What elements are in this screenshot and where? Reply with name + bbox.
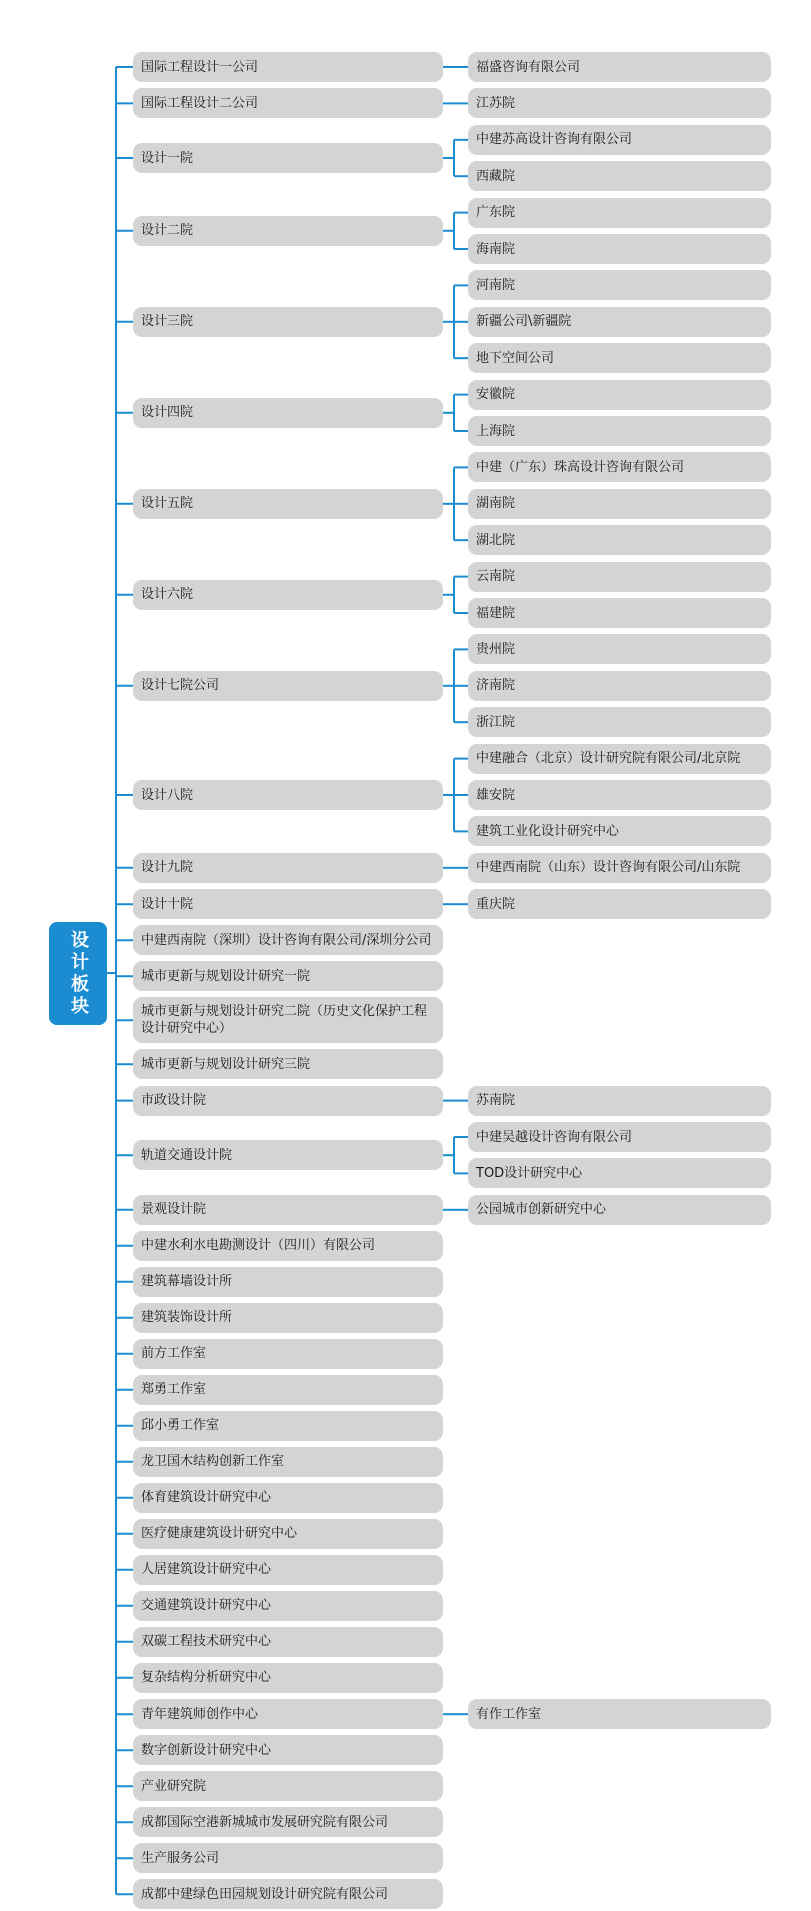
unit-node: 建筑幕墙设计所 — [133, 1267, 443, 1297]
unit-node: 复杂结构分析研究中心 — [133, 1663, 443, 1693]
unit-node: 设计三院 — [133, 307, 443, 337]
unit-node: 中建西南院（深圳）设计咨询有限公司/深圳分公司 — [133, 925, 443, 955]
subunit-node: 有作工作室 — [468, 1699, 771, 1729]
subunit-node: 湖南院 — [468, 489, 771, 519]
subunit-node: 中建吴越设计咨询有限公司 — [468, 1122, 771, 1152]
unit-node: 城市更新与规划设计研究一院 — [133, 961, 443, 991]
unit-node: 国际工程设计一公司 — [133, 52, 443, 82]
unit-node: 城市更新与规划设计研究二院（历史文化保护工程设计研究中心） — [133, 997, 443, 1043]
subunit-node: 建筑工业化设计研究中心 — [468, 816, 771, 846]
subunit-node: 苏南院 — [468, 1086, 771, 1116]
unit-node: 设计一院 — [133, 143, 443, 173]
unit-node: 景观设计院 — [133, 1195, 443, 1225]
unit-node: 体育建筑设计研究中心 — [133, 1483, 443, 1513]
subunit-node: TOD设计研究中心 — [468, 1158, 771, 1188]
subunit-node: 中建西南院（山东）设计咨询有限公司/山东院 — [468, 853, 771, 883]
unit-node: 设计十院 — [133, 889, 443, 919]
unit-node: 设计六院 — [133, 580, 443, 610]
subunit-node: 上海院 — [468, 416, 771, 446]
unit-node: 国际工程设计二公司 — [133, 88, 443, 118]
unit-node: 前方工作室 — [133, 1339, 443, 1369]
unit-node: 市政设计院 — [133, 1086, 443, 1116]
unit-node: 轨道交通设计院 — [133, 1140, 443, 1170]
subunit-node: 浙江院 — [468, 707, 771, 737]
unit-node: 设计七院公司 — [133, 671, 443, 701]
unit-node: 人居建筑设计研究中心 — [133, 1555, 443, 1585]
unit-node: 双碳工程技术研究中心 — [133, 1627, 443, 1657]
root-node: 设计板块 — [49, 922, 107, 1025]
subunit-node: 公园城市创新研究中心 — [468, 1195, 771, 1225]
subunit-node: 中建（广东）珠高设计咨询有限公司 — [468, 452, 771, 482]
unit-node: 中建水利水电勘测设计（四川）有限公司 — [133, 1231, 443, 1261]
unit-node: 设计九院 — [133, 853, 443, 883]
subunit-node: 西藏院 — [468, 161, 771, 191]
subunit-node: 中建苏高设计咨询有限公司 — [468, 125, 771, 155]
subunit-node: 安徽院 — [468, 380, 771, 410]
subunit-node: 河南院 — [468, 270, 771, 300]
unit-node: 建筑装饰设计所 — [133, 1303, 443, 1333]
subunit-node: 福建院 — [468, 598, 771, 628]
unit-node: 数字创新设计研究中心 — [133, 1735, 443, 1765]
subunit-node: 重庆院 — [468, 889, 771, 919]
subunit-node: 江苏院 — [468, 88, 771, 118]
unit-node: 设计二院 — [133, 216, 443, 246]
subunit-node: 济南院 — [468, 671, 771, 701]
subunit-node: 湖北院 — [468, 525, 771, 555]
unit-node: 医疗健康建筑设计研究中心 — [133, 1519, 443, 1549]
unit-node: 设计八院 — [133, 780, 443, 810]
subunit-node: 海南院 — [468, 234, 771, 264]
unit-node: 设计五院 — [133, 489, 443, 519]
unit-node: 成都中建绿色田园规划设计研究院有限公司 — [133, 1879, 443, 1909]
unit-node: 城市更新与规划设计研究三院 — [133, 1049, 443, 1079]
unit-node: 邱小勇工作室 — [133, 1411, 443, 1441]
subunit-node: 中建融合（北京）设计研究院有限公司/北京院 — [468, 744, 771, 774]
subunit-node: 雄安院 — [468, 780, 771, 810]
subunit-node: 广东院 — [468, 198, 771, 228]
unit-node: 生产服务公司 — [133, 1843, 443, 1873]
unit-node: 郑勇工作室 — [133, 1375, 443, 1405]
unit-node: 交通建筑设计研究中心 — [133, 1591, 443, 1621]
subunit-node: 福盛咨询有限公司 — [468, 52, 771, 82]
unit-node: 龙卫国木结构创新工作室 — [133, 1447, 443, 1477]
subunit-node: 新疆公司\新疆院 — [468, 307, 771, 337]
unit-node: 青年建筑师创作中心 — [133, 1699, 443, 1729]
subunit-node: 地下空间公司 — [468, 343, 771, 373]
subunit-node: 云南院 — [468, 562, 771, 592]
unit-node: 成都国际空港新城城市发展研究院有限公司 — [133, 1807, 443, 1837]
unit-node: 设计四院 — [133, 398, 443, 428]
unit-node: 产业研究院 — [133, 1771, 443, 1801]
subunit-node: 贵州院 — [468, 634, 771, 664]
